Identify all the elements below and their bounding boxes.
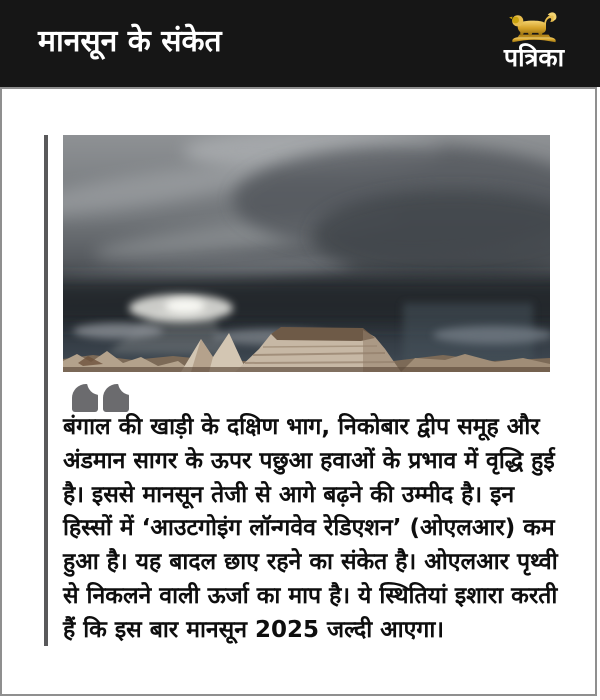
patrika-lion-icon bbox=[506, 8, 562, 44]
header-bar bbox=[0, 0, 600, 87]
patrika-wordmark: पत्रिका bbox=[503, 43, 565, 72]
double-quote-icon bbox=[72, 384, 129, 412]
quote-mark-right bbox=[103, 384, 129, 412]
page-title: मानसून के संकेत bbox=[38, 24, 222, 59]
content-card bbox=[0, 87, 597, 696]
storm-clouds-photo bbox=[63, 135, 550, 372]
quote-left-bar bbox=[44, 135, 48, 646]
storm-clouds-illustration bbox=[63, 135, 550, 372]
quote-text: बंगाल की खाड़ी के दक्षिण भाग, निकोबार द्वीप समूह और अंडमान सागर के ऊपर पछुआ हवाओं के प्रभाव में वृद्धि हुई है। इससे मानसून तेजी से आगे बढ़ने की उम्मीद है। इन हिस्सों में ‘आउटगोइंग लॉन्गवेव रेडिएशन’ (ओएलआर) कम हुआ है। यह बादल छाए रहने का संकेत है। ओएलआर पृथ्वी से निकलने वाली ऊर्जा का माप है। ये स्थितियां इशारा करती हैं कि इस बार मानसून 2025 जल्दी आएगा। bbox=[63, 414, 558, 643]
patrika-logo bbox=[486, 8, 582, 72]
quote-mark-left bbox=[72, 384, 98, 412]
